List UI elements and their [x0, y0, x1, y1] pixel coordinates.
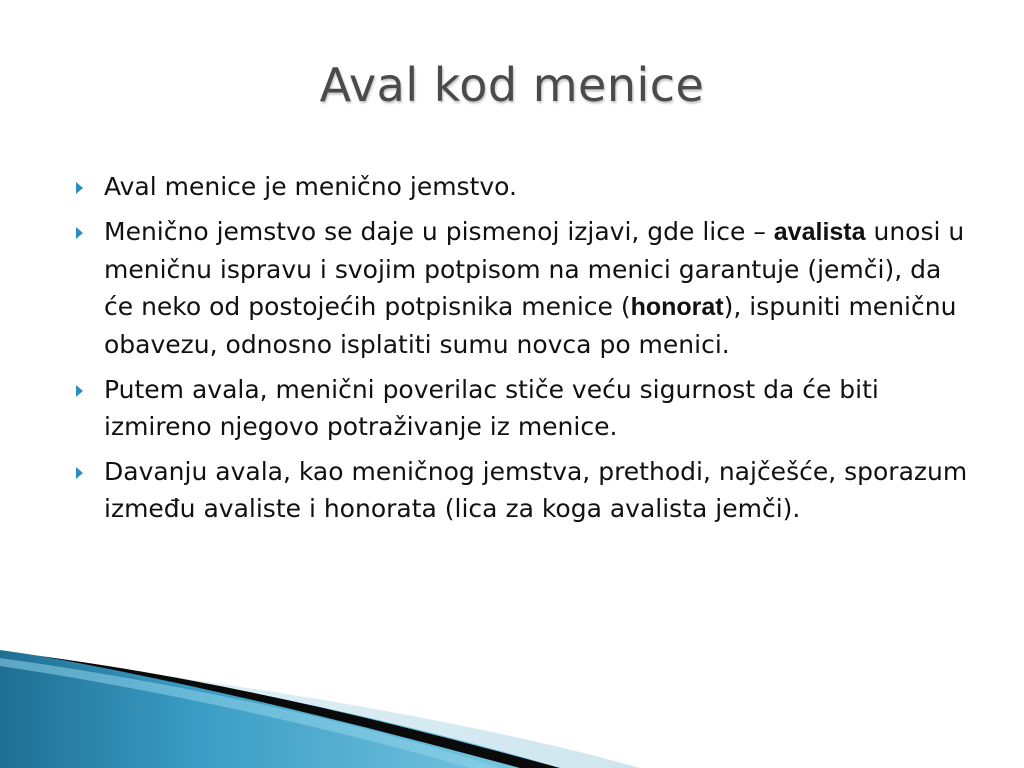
decorative-wave	[0, 638, 1024, 768]
bullet-item	[104, 168, 974, 205]
bullet-text: Aval menice je menično jemstvo.	[104, 172, 517, 201]
bullet-arrow-icon	[76, 467, 83, 479]
bullet-text: Putem avala, menični poverilac stiče veću sigurnost da će biti izmireno njegovo potraživanje iz menice.	[104, 375, 879, 441]
bullet-text: Menično jemstvo se daje u pismenoj izjavi, gde lice –	[104, 217, 774, 246]
bullet-arrow-icon	[76, 385, 83, 397]
bullet-bold-term: avalista	[773, 218, 866, 246]
slide-title: Aval kod menice	[319, 58, 705, 112]
bullet-bold-term: honorat	[630, 293, 724, 321]
bullet-text: unosi u meničnu ispravu i svojim potpisom na menici garantuje (jemči), da će neko od postojećih potpisnika menice (	[104, 217, 965, 321]
bullet-text: Davanju avala, kao meničnog jemstva, prethodi, najčešće, sporazum između avaliste i honorata (lica za koga avalista jemči).	[104, 457, 968, 523]
bullet-item	[104, 453, 974, 527]
bullet-arrow-icon	[76, 182, 83, 194]
bullet-list	[104, 168, 974, 535]
bullet-arrow-icon	[76, 227, 83, 239]
bullet-item	[104, 213, 974, 363]
bullet-text: ), ispuniti meničnu obavezu, odnosno isplatiti sumu novca po menici.	[104, 292, 957, 359]
bullet-item	[104, 371, 974, 445]
